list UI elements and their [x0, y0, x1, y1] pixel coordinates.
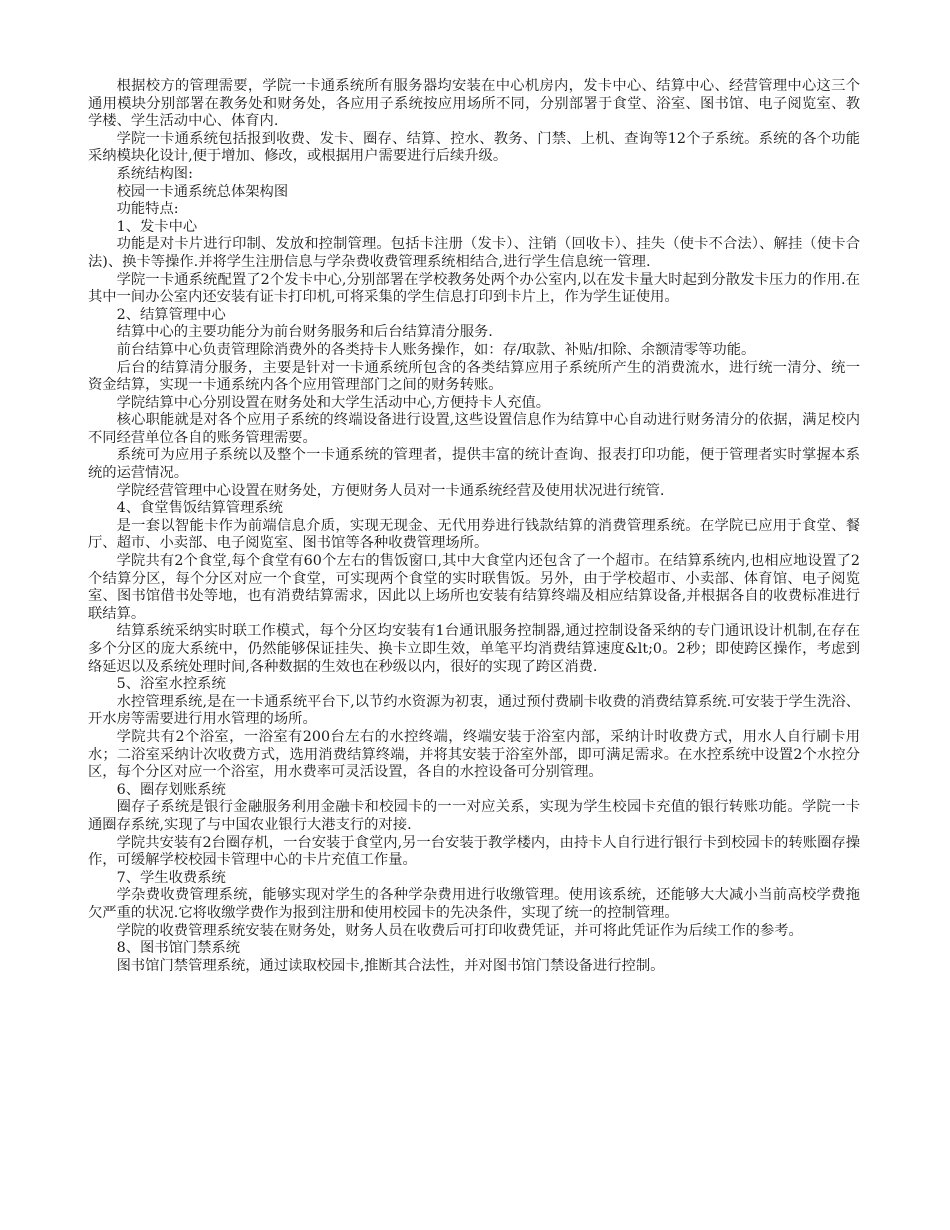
- section-heading: 1、发卡中心: [116, 218, 198, 235]
- paragraph: 功能特点:: [116, 201, 179, 218]
- paragraph: 学院共安装有2台圈存机，一台安装于食堂内,另一台安装于教学楼内，由持卡人自行进行银行卡到校园卡的转账圈存操作，可缓解学校校园卡管理中心的卡片充值工作量。: [88, 834, 860, 869]
- section-heading: 7、学生收费系统: [116, 869, 226, 886]
- paragraph: 学院经营管理中心设置在财务处，方便财务人员对一卡通系统经营及使用状况进行统管.: [116, 482, 665, 499]
- paragraph: 学院一卡通系统配置了2个发卡中心,分别部署在学校教务处两个办公室内,以在发卡量大时起到分散发卡压力的作用.在其中一间办公室内还安装有证卡打印机,可将采集的学生信息打印到卡片上，作为学生证使用。: [88, 271, 860, 306]
- paragraph: 前台结算中心负责管理除消费外的各类持卡人账务操作，如：存/取款、补贴/扣除、余额清零等功能。: [116, 341, 756, 358]
- paragraph: 学院共有2个食堂,每个食堂有60个左右的售饭窗口,其中大食堂内还包含了一个超市。在结算系统内,也相应地设置了2个结算分区，每个分区对应一个食堂，可实现两个食堂的实时联售饭。另外，由于学校超市、小卖部、体育馆、电子阅览室、图书馆借书处等地，也有消费结算需求，因此以上场所也安装有结算终端及相应结算设备,并根据各自的收费标准进行联结算。: [88, 553, 860, 622]
- paragraph: 核心职能就是对各个应用子系统的终端设备进行设置,这些设置信息作为结算中心自动进行财务清分的依据，满足校内不同经营单位各自的账务管理需要。: [88, 412, 860, 446]
- paragraph: 功能是对卡片进行印制、发放和控制管理。包括卡注册（发卡）、注销（回收卡）、挂失（使卡不合法）、解挂（使卡合法)、换卡等操作.并将学生注册信息与学杂费收费管理系统相结合,进行学生信息统一管理.: [88, 236, 860, 270]
- paragraph: 结算中心的主要功能分为前台财务服务和后台结算清分服务.: [116, 324, 493, 341]
- paragraph: 系统可为应用子系统以及整个一卡通系统的管理者，提供丰富的统计查询、报表打印功能，便于管理者实时掌握本系统的运营情况。: [88, 447, 860, 482]
- paragraph: 系统结构图:: [116, 165, 193, 182]
- paragraph: 学院一卡通系统包括报到收费、发卡、圈存、结算、控水、教务、门禁、上机、查询等12个子系统。系统的各个功能采纳模块化设计,便于增加、修改，或根据用户需要进行后续升级。: [88, 130, 860, 165]
- paragraph: 图书馆门禁管理系统，通过读取校园卡,推断其合法性，并对图书馆门禁设备进行控制。: [116, 957, 665, 974]
- paragraph: 学院结算中心分别设置在财务处和大学生活动中心,方便持卡人充值。: [116, 394, 551, 411]
- paragraph: 校园一卡通系统总体架构图: [116, 183, 289, 200]
- section-heading: 4、食堂售饭结算管理系统: [116, 500, 283, 517]
- paragraph: 学院的收费管理系统安装在财务处，财务人员在收费后可打印收费凭证，并可将此凭证作为后续工作的参考。: [116, 922, 803, 939]
- section-heading: 5、浴室水控系统: [116, 676, 226, 693]
- paragraph: 后台的结算清分服务，主要是针对一卡通系统所包含的各类结算应用子系统所产生的消费流水，进行统一清分、统一资金结算，实现一卡通系统内各个应用管理部门之间的财务转账。: [88, 359, 860, 394]
- section-heading: 2、结算管理中心: [116, 306, 226, 323]
- section-heading: 8、图书馆门禁系统: [116, 940, 241, 957]
- section-heading: 6、圈存划账系统: [116, 781, 226, 798]
- paragraph: 根据校方的管理需要，学院一卡通系统所有服务器均安装在中心机房内，发卡中心、结算中心、经营管理中心这三个通用模块分别部署在教务处和财务处，各应用子系统按应用场所不同，分别部署于食堂、浴室、图书馆、电子阅览室、教学楼、学生活动中心、体育内.: [88, 78, 860, 130]
- paragraph: 圈存子系统是银行金融服务利用金融卡和校园卡的一一对应关系，实现为学生校园卡充值的银行转账功能。学院一卡通圈存系统,实现了与中国农业银行大港支行的对接.: [88, 799, 860, 833]
- paragraph: 学院共有2个浴室，一浴室有200台左右的水控终端，终端安装于浴室内部，采纳计时收费方式，用水人自行刷卡用水；二浴室采纳计次收费方式，选用消费结算终端，并将其安装于浴室外部，即可满足需求。在水控系统中设置2个水控分区，每个分区对应一个浴室，用水费率可灵活设置，各自的水控设备可分别管理。: [88, 728, 860, 781]
- paragraph: 结算系统采纳实时联工作模式，每个分区均安装有1台通讯服务控制器,通过控制设备采纳的专门通讯设计机制,在存在多个分区的庞大系统中，仍然能够保证挂失、换卡立即生效，单笔平均消费结算速度&lt;0。2秒；即使跨区操作，考虑到络延迟以及系统处理时间,各种数据的生效也在秒级以内，很好的实现了跨区消费.: [88, 623, 860, 675]
- paragraph: 学杂费收费管理系统，能够实现对学生的各种学杂费用进行收缴管理。使用该系统，还能够大大减小当前高校学费拖欠严重的状况.它将收缴学费作为报到注册和使用校园卡的先决条件，实现了统一的控制管理。: [88, 887, 860, 921]
- paragraph: 是一套以智能卡作为前端信息介质，实现无现金、无代用券进行钱款结算的消费管理系统。在学院已应用于食堂、餐厅、超市、小卖部、电子阅览室、图书馆等各种收费管理场所。: [88, 517, 860, 552]
- document-body: [88, 78, 860, 975]
- paragraph: 水控管理系统,是在一卡通系统平台下,以节约水资源为初衷，通过预付费刷卡收费的消费结算系统.可安装于学生洗浴、开水房等需要进行用水管理的场所。: [88, 693, 860, 728]
